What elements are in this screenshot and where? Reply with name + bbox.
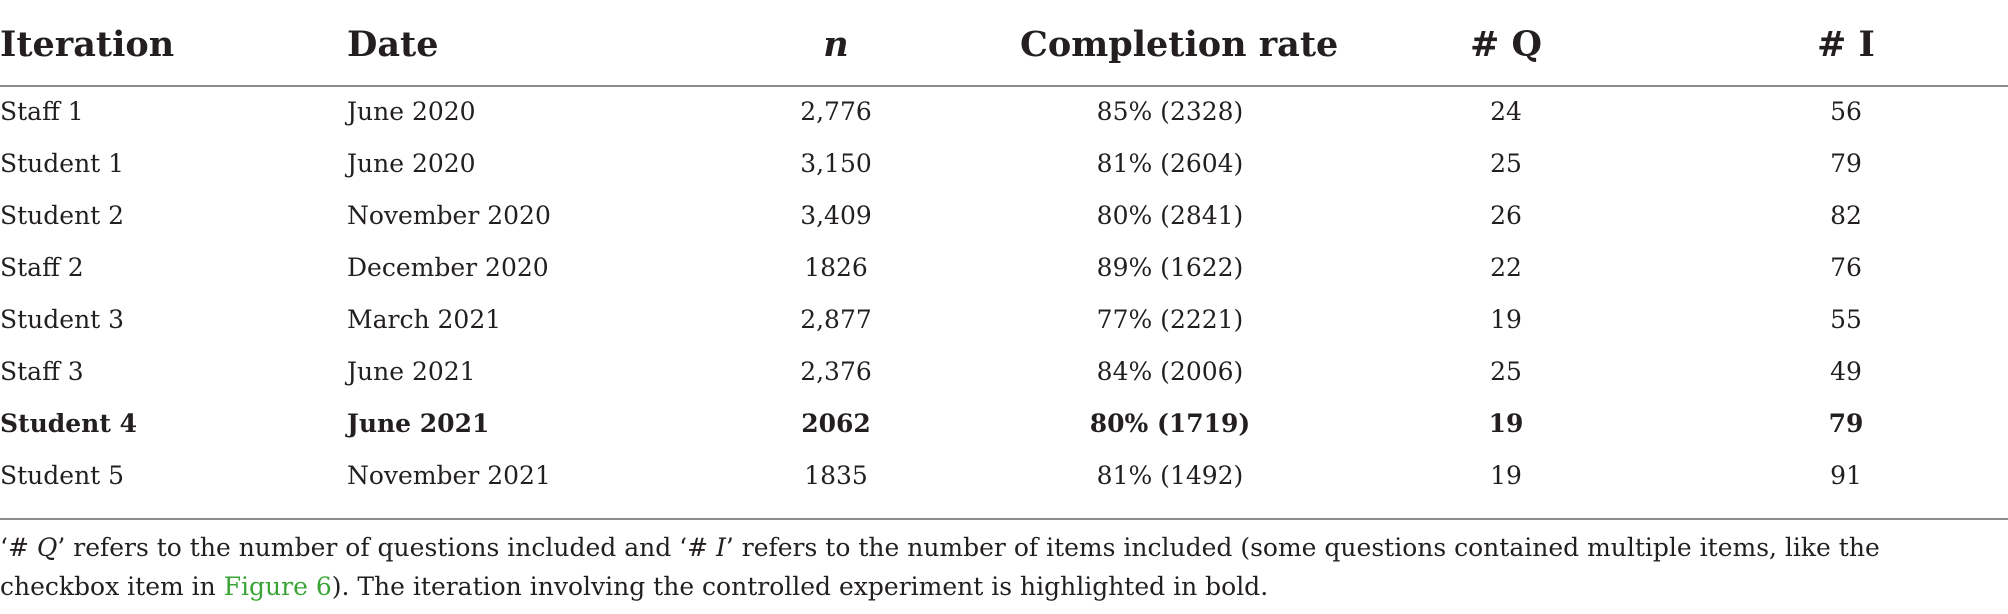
cell-date: March 2021	[347, 305, 502, 334]
cell-n: 2,877	[800, 305, 872, 334]
footnote-q-term: # Q	[7, 533, 58, 562]
figure-6-link[interactable]: Figure 6	[223, 572, 332, 601]
cell-n: 2,776	[800, 97, 872, 126]
cell-completion-rate: 77% (2221)	[1096, 305, 1244, 334]
cell-completion-rate: 85% (2328)	[1096, 97, 1244, 126]
table-row	[0, 190, 2008, 242]
cell-iteration: Staff 3	[0, 357, 84, 386]
cell-date: June 2020	[347, 149, 476, 178]
cell-items: 56	[1830, 97, 1862, 126]
cell-date: June 2021	[347, 357, 476, 386]
cell-questions: 26	[1490, 201, 1522, 230]
cell-iteration: Student 1	[0, 149, 125, 178]
cell-questions: 19	[1490, 305, 1522, 334]
cell-questions: 22	[1490, 253, 1522, 282]
cell-n: 3,150	[800, 149, 872, 178]
bottom-rule	[0, 518, 2008, 520]
cell-questions: 24	[1490, 97, 1522, 126]
cell-questions: 25	[1490, 149, 1522, 178]
header-items: # I	[1817, 24, 1875, 65]
table-footnote	[0, 528, 1990, 606]
footnote-text: ‘	[0, 533, 8, 562]
cell-items: 82	[1830, 201, 1862, 230]
cell-n: 1826	[804, 253, 868, 282]
cell-items: 55	[1830, 305, 1862, 334]
cell-completion-rate: 89% (1622)	[1096, 253, 1244, 282]
table-row	[0, 450, 2008, 502]
cell-completion-rate: 81% (2604)	[1096, 149, 1244, 178]
cell-completion-rate: 84% (2006)	[1096, 357, 1244, 386]
table-row	[0, 86, 2008, 138]
cell-questions: 19	[1490, 461, 1522, 490]
footnote-i-term: # I	[687, 533, 726, 562]
header-date: Date	[347, 24, 439, 65]
cell-date: November 2020	[347, 201, 551, 230]
cell-iteration: Student 4	[0, 409, 137, 438]
cell-items: 49	[1830, 357, 1862, 386]
header-n	[786, 24, 886, 65]
cell-questions: 25	[1490, 357, 1522, 386]
cell-iteration: Student 2	[0, 201, 125, 230]
table-row	[0, 242, 2008, 294]
cell-n: 2,376	[800, 357, 872, 386]
cell-n: 1835	[804, 461, 868, 490]
footnote-text: ’ refers to the number of items included (some questions contained multiple items, like the checkbox item in	[0, 533, 1880, 601]
table-row	[0, 294, 2008, 346]
cell-date: June 2020	[347, 97, 476, 126]
cell-iteration: Staff 2	[0, 253, 84, 282]
cell-n: 3,409	[800, 201, 872, 230]
header-n-text: n	[823, 24, 849, 65]
header-completion-rate: Completion rate	[1020, 24, 1339, 65]
cell-completion-rate: 81% (1492)	[1096, 461, 1244, 490]
table-row	[0, 138, 2008, 190]
cell-items: 79	[1830, 149, 1862, 178]
cell-iteration: Student 5	[0, 461, 125, 490]
table-row	[0, 346, 2008, 398]
cell-items: 91	[1830, 461, 1862, 490]
header-questions: # Q	[1470, 24, 1542, 65]
cell-items: 79	[1828, 409, 1864, 438]
table-header-row	[0, 14, 2008, 84]
cell-completion-rate: 80% (1719)	[1089, 409, 1251, 438]
footnote-text: ). The iteration involving the controlled experiment is highlighted in bold.	[331, 572, 1269, 601]
footnote-text: ’ refers to the number of questions included and ‘	[57, 533, 688, 562]
cell-iteration: Staff 1	[0, 97, 84, 126]
cell-questions: 19	[1488, 409, 1524, 438]
cell-n: 2062	[801, 409, 871, 438]
cell-date: December 2020	[347, 253, 549, 282]
table-row	[0, 398, 2008, 450]
cell-date: November 2021	[347, 461, 551, 490]
header-iteration: Iteration	[0, 24, 175, 65]
cell-date: June 2021	[347, 409, 490, 438]
cell-items: 76	[1830, 253, 1862, 282]
cell-iteration: Student 3	[0, 305, 125, 334]
cell-completion-rate: 80% (2841)	[1096, 201, 1244, 230]
